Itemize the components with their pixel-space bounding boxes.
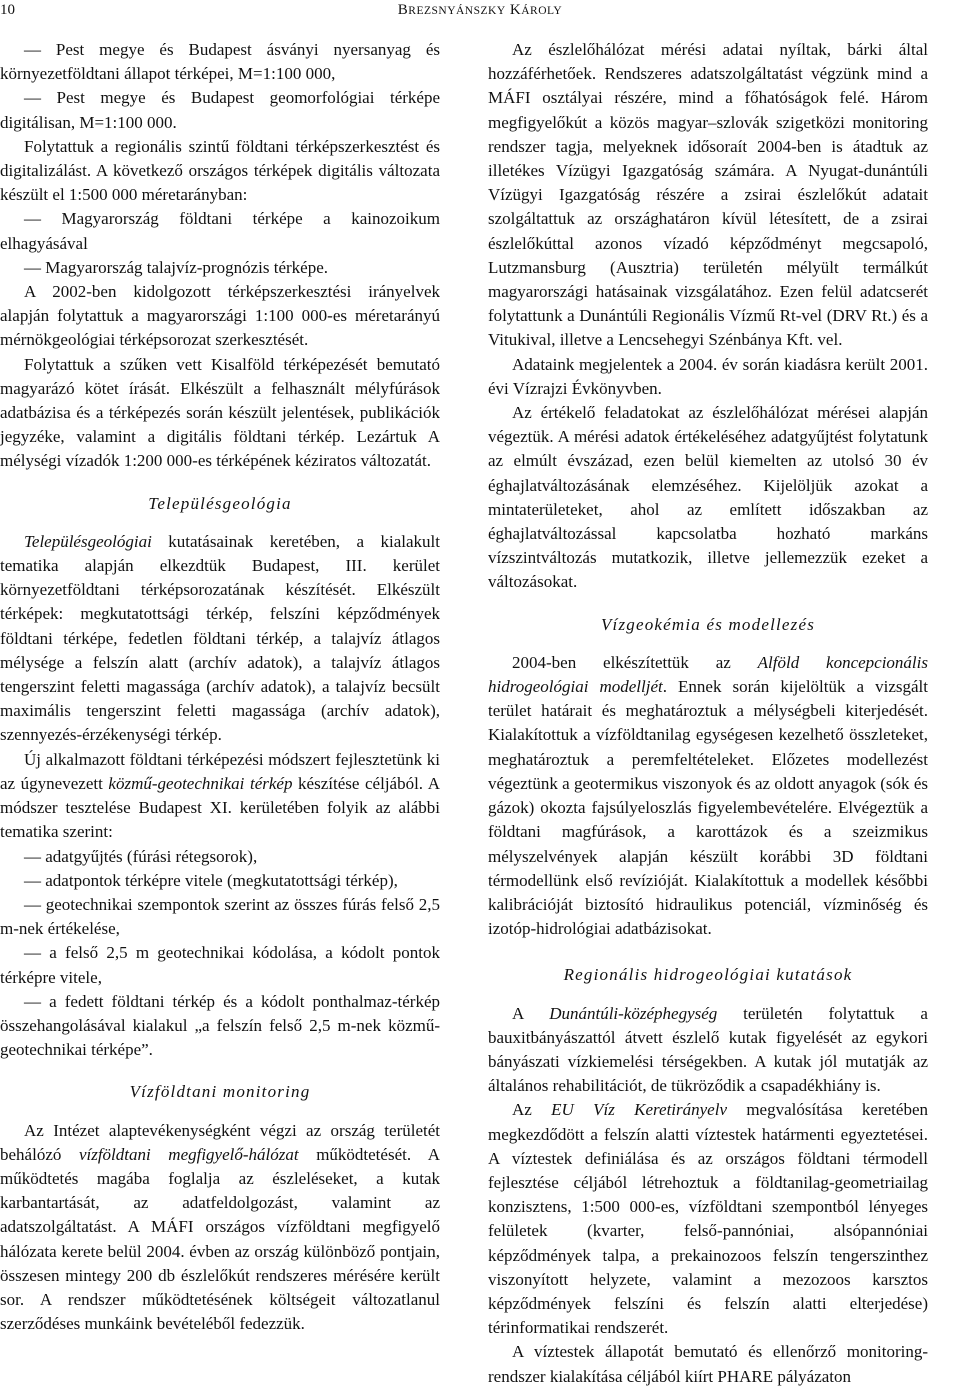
list-item: — Pest megye és Budapest ásványi nyersanyag és környezetföldtani állapot térképei, M=1:100 000,: [0, 40, 440, 84]
section-title-vizfoldtani-monitoring: Vízföldtani monitoring: [129, 1082, 311, 1102]
paragraph: Az értékelő feladatokat az észlelőhálózat mérései alapján végeztük. A mérési adatok értékeléséhez adatgyűjtést folytatunk az elmúlt évszázad, ezen belül kiemelten az utolsó 30 év éghajlatváltozásának elemzéséhez. Kijelöljük azokat a mintaterületeket, ahol az említett időszakban az éghajlatváltozással kapcsolatba hozható markáns vízszintváltozás mutatkozik, illetve jellemezzük ezeket a változásokat.: [488, 403, 928, 592]
emphasis: Dunántúli-középhegység: [549, 1003, 718, 1023]
emphasis: vízföldtani megfigyelő-hálózat: [78, 1144, 299, 1164]
paragraph-text: készítése céljából. A módszer tesztelése Budapest XI. kerületében folyik az alábbi tematika szerint:: [0, 773, 440, 842]
paragraph-text: területén folytattuk a bauxitbányászattól átvett észlelő kutak figyelését az egykori bányászati vízkiemelési térségekben. A kutak jól mutatják az általános rehabilitációt, de tükröződik a csapadékhiány is.: [488, 1003, 928, 1096]
paragraph-text: működtetését. A működtetés magába foglalja az észleléseket, a kutak karbantartását, az adatfeldolgozást, valamint az adatszolgáltatást. A MÁFI országos vízföldtani megfigyelő hálózata kerete belül 2004. évben az ország különböző pontjain, összesen mintegy 200 db észlelőkút rendszeres mérésére került sor. A rendszer működtetésének költségeit változatlanul szerződéses munkáink bevételéből fedezzük.: [0, 1144, 440, 1334]
right-column: [488, 38, 928, 1389]
left-column: [0, 38, 440, 1336]
paragraph-text: 2004-ben elkészítettük az: [512, 652, 758, 672]
list-item: — Magyarország földtani térképe a kainozoikum elhagyásával: [0, 209, 440, 253]
running-head: [0, 0, 960, 21]
running-head-rest-2: ÁROLY: [521, 5, 563, 17]
running-head-initial-2: K: [509, 2, 522, 18]
section-title-telepulesgeologia: Településgeológia: [148, 493, 292, 513]
paragraph: [488, 1098, 928, 1340]
emphasis: közmű-geotechnikai térkép: [108, 773, 293, 793]
paragraph-text: Új alkalmazott földtani térképezési módszert fejlesztetünk ki az úgynevezett: [0, 749, 440, 793]
emphasis: Alföld koncepcionális hidrogeológiai modelljét: [488, 652, 928, 697]
running-head-rest-1: REZSNYÁNSZKY: [408, 5, 506, 17]
paragraph: Adataink megjelentek a 2004. év során kiadásra került 2001. évi Vízrajzi Évkönyvben.: [488, 354, 928, 398]
section-title-vizgeokemia: Vízgeokémia és modellezés: [600, 614, 816, 634]
paragraph-text: Az: [512, 1100, 552, 1120]
list-item: — geotechnikai szempontok szerint az összes fúrás felső 2,5 m-nek értékelése,: [0, 894, 440, 939]
list-item: — a felső 2,5 m geotechnikai kódolása, a kódolt pontok térképre vitele,: [0, 943, 440, 987]
paragraph-text: . Ennek során kijelöltük a vizsgált terület határait és meghatároztuk a mélységbeli kiterjedését. Kialakítottuk a vízföldtanilag egységesen kezelhető összleteket, meghatároztuk a peremfeltételeket. Előzetes modellezést végeztünk a geotermikus viszonyok és az oldott anyagok (sók és gázok) okozta fajsúlyeloszlás figyelembevételére. Elvégeztük a földtani magfúrások, a karottázok és a szeizmikus mélyszelvények alapján készült korábbi 3D földtani térmodellünk első revízióját. Kialakítottuk a modellek későbbi kalibrációját biztosító hidraulikus potenciál, vízminőség és izotóp-hidrológiai adatbázisokat.: [488, 677, 929, 939]
paragraph: A 2002-ben kidolgozott térképszerkesztési irányelvek alapján folytattuk a magyarországi 1:100 000-es méretarányú mérnökgeológiai térképsorozat szerkesztését.: [0, 282, 440, 350]
emphasis: Településgeológiai: [24, 531, 152, 551]
paragraph-text: kutatásainak keretében, a kialakult tematika alapján elkezdtük Budapest, III. kerület környezetföldtani térképsorozatának készítését. Elkészült térképek: megkutatottsági térkép, felszíni képződmények földtani térképe, fedetlen földtani térkép, a talajvíz átlagos mélysége a felszín alatt (archív adatok), a talajvíz átlagos tengerszint feletti magassága (archív adatok), a talajvíz becsült maximális tengerszint feletti magassága (archív adatok), szennyezés-érzékenységi térkép.: [0, 531, 440, 745]
paragraph: [0, 748, 440, 845]
page-header: [0, 0, 960, 22]
section-title-regionalis-hidrogeologia: Regionális hidrogeológiai kutatások: [563, 965, 853, 985]
paragraph: [0, 1119, 440, 1337]
paragraph-text: megvalósítása keretében megkezdődött a felszín alatti víztestek határmenti egyeztetései. A víztestek definiálása és az országos földtani térmodell fejlesztése céljából létrehoztuk a földtanilag-geometriailag konzisztens, 1:500 000-es, vízföldtani szempontból lényeges felületek (kvarter, felső-pannóniai, alsópannóniai képződmények talpa, a prekainozoos felszín tengerszinthez viszonyított helyzete, valamint a mezozoos karsztos képződmények felszíni és felszín alatti elterjedése) térinformatikai rendszerét.: [488, 1100, 928, 1338]
paragraph: [488, 651, 928, 941]
paragraph-text: A: [512, 1003, 550, 1023]
paragraph: [488, 1002, 928, 1099]
list-item: — a fedett földtani térkép és a kódolt ponthalmaz-térkép összehangolásával kialakul „a felszín felső 2,5 m-nek közmű-geotechnikai térképe”.: [0, 991, 440, 1060]
list-item: — Magyarország talajvíz-prognózis térképe.: [24, 257, 328, 277]
list-item: — adatpontok térképre vitele (megkutatottsági térkép),: [24, 870, 398, 890]
paragraph: [0, 530, 440, 748]
paragraph-text: Az Intézet alaptevékenységként végzi az ország területét behálózó: [0, 1120, 440, 1164]
list-item: — adatgyűjtés (fúrási rétegsorok),: [24, 846, 258, 866]
list-item: — Pest megye és Budapest geomorfológiai térképe digitálisan, M=1:100 000.: [0, 88, 440, 132]
paragraph: A víztestek állapotát bemutató és ellenőrző monitoring-rendszer kialakítása céljából kiírt PHARE pályázaton: [488, 1342, 928, 1386]
paragraph: Az észlelőhálózat mérési adatai nyíltak, bárki által hozzáférhetőek. Rendszeres adatszolgáltatást végzünk mind a MÁFI osztályai részére, mind a főhatóságok felé. Három megfigyelőkút a közös magyar–szlovák szigetközi monitoring rendszer tagja, melyeknek idősoraít 2004-ben is átadtuk az illetékes Vízügyi Igazgatóság számára. A Nyugat-dunántúli Vízügyi Igazgatóság részére a zsirai észlelőkút adatait szolgáltattuk az országhatáron kívül létesített, de a zsirai észlelőkúttal azonos vízadó képződményt megcsapoló, Lutzmansburg (Ausztria) területén mélyült termálkút magyarországi hatásainak vizsgálatához. Ezen felül adatcserét folytattunk a Dunántúli Regionális Vízmű Rt-vel (DRV Rt.) és a Vitukival, illetve a Lencsehegyi Szénbánya Kft. vel.: [488, 40, 928, 350]
paragraph: Folytattuk a regionális szintű földtani térképszerkesztést és digitalizálást. A következő országos térképek digitális változata készült el 1:500 000 méretarányban:: [0, 136, 440, 205]
running-head-initial-1: B: [397, 2, 409, 18]
page-number: 10: [0, 2, 15, 18]
paragraph: Folytattuk a szűken vett Kisalföld térképezését bemutató magyarázó kötet írását. Elkészült a felhasznált mélyfúrások adatbázisa és a térképezés során készült jelentések, publikációk jegyzéke, valamint a digitális földtani térkép. Lezártuk A mélységi vízadók 1:200 000-es térképének kéziratos változatát.: [0, 354, 440, 471]
emphasis: EU Víz Keretirányelv: [551, 1100, 727, 1120]
